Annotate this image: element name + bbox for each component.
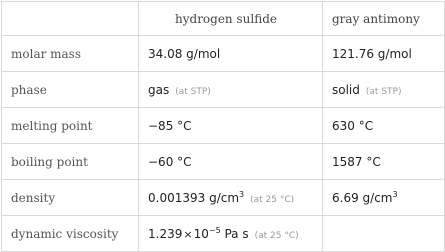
value-text bbox=[148, 227, 249, 241]
gray-antimony-value bbox=[323, 144, 445, 180]
value-main: 0.001393 g/cm bbox=[148, 190, 240, 205]
header-row bbox=[2, 2, 445, 36]
row-label: density bbox=[2, 180, 139, 216]
gray-antimony-value bbox=[323, 36, 445, 72]
gray-antimony-value bbox=[323, 216, 445, 252]
header-empty-cell bbox=[2, 2, 139, 36]
unit-exponent: 3 bbox=[239, 189, 245, 199]
row-label: boiling point bbox=[2, 144, 139, 180]
times-sign: × bbox=[183, 227, 193, 241]
table-row-dynamic-viscosity bbox=[2, 216, 445, 252]
value-text bbox=[148, 191, 244, 205]
value-unit: Pa s bbox=[224, 226, 249, 241]
row-label: molar mass bbox=[2, 36, 139, 72]
table-row-boiling-point bbox=[2, 144, 445, 180]
row-label: melting point bbox=[2, 108, 139, 144]
value-text: −60 °C bbox=[148, 154, 192, 169]
hydrogen-sulfide-value bbox=[139, 216, 323, 252]
condition-note: (at STP) bbox=[175, 86, 211, 97]
table-row-melting-point bbox=[2, 108, 445, 144]
row-label: dynamic viscosity bbox=[2, 216, 139, 252]
condition-note: (at 25 °C) bbox=[250, 194, 295, 205]
hydrogen-sulfide-value bbox=[139, 144, 323, 180]
value-text: −85 °C bbox=[148, 118, 192, 133]
hydrogen-sulfide-value bbox=[139, 180, 323, 216]
table-row-density bbox=[2, 180, 445, 216]
condition-note: (at 25 °C) bbox=[254, 230, 299, 241]
hydrogen-sulfide-value bbox=[139, 108, 323, 144]
gray-antimony-value bbox=[323, 108, 445, 144]
table-row-phase bbox=[2, 72, 445, 108]
row-label: phase bbox=[2, 72, 139, 108]
hydrogen-sulfide-value bbox=[139, 72, 323, 108]
value-text: 630 °C bbox=[332, 118, 374, 133]
unit-exponent: 3 bbox=[392, 189, 398, 199]
value-text: 121.76 g/mol bbox=[332, 46, 412, 61]
value-text bbox=[332, 191, 398, 205]
header-hydrogen-sulfide: hydrogen sulfide bbox=[139, 2, 323, 36]
value-text: 34.08 g/mol bbox=[148, 46, 221, 61]
gray-antimony-value bbox=[323, 180, 445, 216]
gray-antimony-value bbox=[323, 72, 445, 108]
comparison-table bbox=[1, 1, 445, 252]
value-text: solid bbox=[332, 82, 360, 97]
header-gray-antimony: gray antimony bbox=[323, 2, 445, 36]
condition-note: (at STP) bbox=[365, 86, 402, 97]
value-main: 6.69 g/cm bbox=[332, 190, 393, 205]
table-row-molar-mass bbox=[2, 36, 445, 72]
value-text: gas bbox=[148, 82, 170, 97]
value-mantissa: 1.239 bbox=[148, 226, 183, 241]
value-exponent: −5 bbox=[208, 225, 221, 235]
hydrogen-sulfide-value bbox=[139, 36, 323, 72]
value-text: 1587 °C bbox=[332, 154, 381, 169]
value-base: 10 bbox=[193, 226, 209, 241]
